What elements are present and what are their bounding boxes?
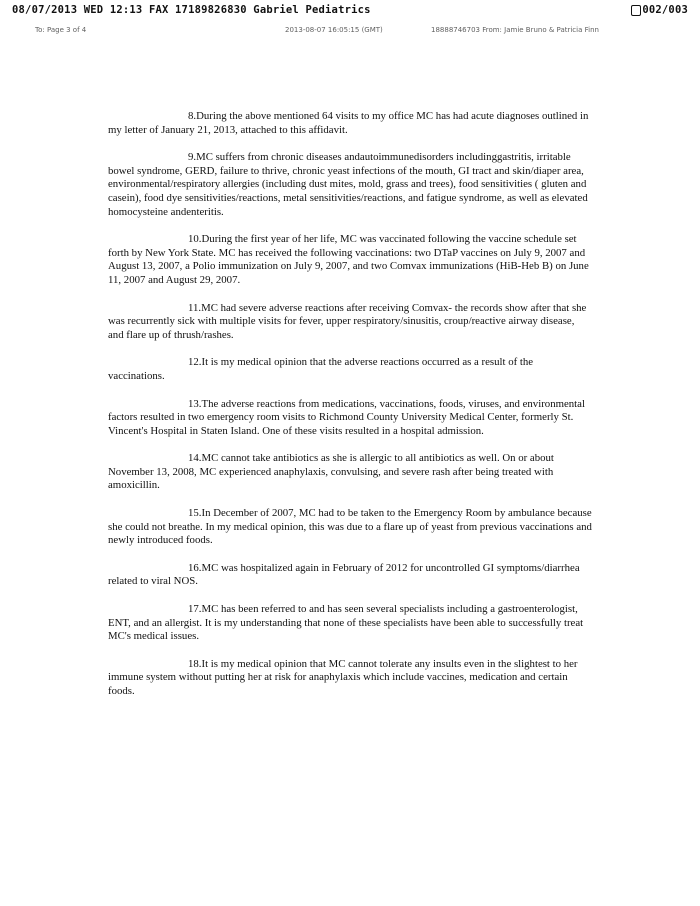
paragraph-text: In December of 2007, MC had to be taken to the Emergency Room by ambulance because she could not breathe. In my medical opinion, this was due to a flare up of yeast from previous vaccinations and newly introduced foods. (108, 507, 592, 547)
paragraph-text: It is my medical opinion that the adverse reactions occurred as a result of the vaccinations. (108, 356, 534, 382)
paragraph-12 (108, 356, 592, 383)
paragraph-number: 8. (188, 110, 197, 122)
transmission-header (35, 26, 647, 38)
paragraph-number: 17. (188, 603, 202, 616)
paragraph-text: During the above mentioned 64 visits to my office MC has had acute diagnoses outlined in my letter of January 21, 2013, attached to this affidavit. (108, 110, 589, 136)
fax-page-number: 002/003 (642, 4, 688, 16)
paragraph-17 (108, 603, 592, 644)
paragraph-text: MC was hospitalized again in February of 2012 for uncontrolled GI symptoms/diarrhea related to viral NOS. (108, 561, 580, 588)
paragraph-text: The adverse reactions from medications, vaccinations, foods, viruses, and environmental factors resulted in two emergency room visits to Richmond County University Medical Center, formerly St. Vincent's Hospital in Staten Island. One of these visits resulted in a hospital admission. (108, 397, 585, 437)
paragraph-18 (108, 658, 592, 699)
paragraph-number: 15. (188, 507, 202, 520)
paragraph-15 (108, 507, 592, 548)
fax-page-indicator (631, 4, 688, 16)
affidavit-body (108, 110, 592, 713)
paragraph-10 (108, 233, 592, 287)
paragraph-number: 13. (188, 397, 202, 410)
paragraph-number: 14. (188, 452, 202, 465)
paragraph-16 (108, 562, 592, 589)
transmission-timestamp: 2013-08-07 16:05:15 (GMT) (285, 26, 383, 34)
paragraph-text: MC cannot take antibiotics as she is allergic to all antibiotics as well. On or about November 13, 2008, MC experienced anaphylaxis, convulsing, and severe rash after being treated with amoxicillin. (108, 452, 554, 492)
paragraph-text: MC suffers from chronic diseases andautoimmunedisorders includinggastritis, irritable bowel syndrome, GERD, failure to thrive, chronic yeast infections of the mouth, GI tract and skin/diaper area, environmental/respiratory allergies (including dust mites, mold, grass and trees), food sensitivities ( gluten and casein), food dye sensitivities/reactions, metal sensitivities/reactions, and fatigue syndrome, as well as elevated homocysteine andenteritis. (108, 151, 588, 218)
fax-header (12, 4, 688, 20)
paragraph-number: 10. (188, 233, 202, 246)
paragraph-number: 11. (188, 301, 202, 314)
transmission-from: 18888746703 From: Jamie Bruno & Patricia Finn (431, 26, 599, 34)
paragraph-number: 9. (188, 151, 197, 164)
paragraph-14 (108, 452, 592, 493)
paragraph-text: During the first year of her life, MC was vaccinated following the vaccine schedule set forth by New York State. MC has received the following vaccinations: two DTaP vaccines on July 9, 2007 and August 13, 2007, a Polio immunization on July 9, 2007, and two Comvax immunizations (HiB-Heb B) on June 11, 2007 and August 29, 2007. (108, 233, 589, 286)
fax-page-icon (631, 5, 641, 16)
paragraph-text: MC has been referred to and has seen several specialists including a gastroenterologist, ENT, and an allergist. It is my understanding that none of these specialists have been able to successfully treat MC's medical issues. (108, 603, 584, 643)
transmission-to: To: Page 3 of 4 (35, 26, 87, 34)
paragraph-text: It is my medical opinion that MC cannot tolerate any insults even in the slightest to her immune system without putting her at risk for anaphylaxis which include vaccines, medication and certain foods. (108, 657, 578, 697)
paragraph-8 (108, 110, 592, 137)
paragraph-13 (108, 398, 592, 439)
paragraph-number: 18. (188, 657, 202, 670)
paragraph-number: 16. (188, 561, 202, 574)
paragraph-9 (108, 151, 592, 219)
paragraph-11 (108, 302, 592, 343)
paragraph-text: MC had severe adverse reactions after receiving Comvax- the records show after that she was recurrently sick with multiple visits for fever, upper respiratory/sinusitis, croup/reactive airway disease, and flare up of thrush/rashes. (108, 301, 587, 341)
paragraph-number: 12. (188, 356, 202, 369)
fax-header-info: 08/07/2013 WED 12:13 FAX 17189826830 Gabriel Pediatrics (12, 4, 371, 16)
